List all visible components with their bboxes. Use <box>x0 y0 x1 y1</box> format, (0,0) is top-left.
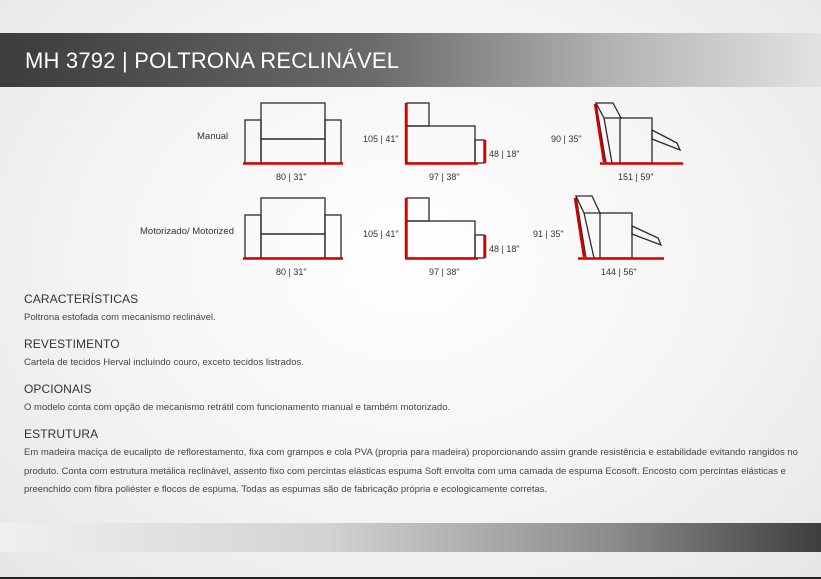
row1-side-depth: 97 | 38" <box>429 172 460 182</box>
section-text: Cartela de tecidos Herval incluindo couro, exceto tecidos listrados. <box>24 357 304 368</box>
section-text: O modelo conta com opção de mecanismo retrátil com funcionamento manual e também motorizado. <box>24 402 451 413</box>
section-heading: REVESTIMENTO <box>24 337 120 351</box>
row1-reclined-height: 90 | 35" <box>551 134 582 144</box>
section-estrutura <box>24 427 804 500</box>
row2-reclined-view <box>576 196 661 258</box>
row1-reclined-view <box>596 103 680 163</box>
footer-bar <box>0 523 821 552</box>
section-opcionais <box>24 382 450 418</box>
row2-seat-height: 48 | 18" <box>489 244 520 254</box>
section-heading: ESTRUTURA <box>24 427 99 441</box>
row1-reclined-height-line <box>595 104 604 162</box>
page-title: MH 3792 | POLTRONA RECLINÁVEL <box>25 48 400 73</box>
section-revestimento <box>24 337 304 373</box>
row2-label: Motorizado/ Motorized <box>140 226 234 237</box>
row1-front-width: 80 | 31" <box>276 172 307 182</box>
row1-label: Manual <box>197 131 229 142</box>
row2-reclined-height-line <box>575 198 584 257</box>
row2-front-view <box>245 198 341 258</box>
row1-reclined-depth: 151 | 59" <box>618 172 654 182</box>
row1-side-height: 105 | 41" <box>363 134 399 144</box>
section-heading: OPCIONAIS <box>24 382 92 396</box>
section-text: Poltrona estofada com mecanismo reclinável. <box>24 312 216 323</box>
row2-reclined-height: 91 | 35" <box>533 229 564 239</box>
row2-side-height: 105 | 41" <box>363 229 399 239</box>
section-heading: CARACTERÍSTICAS <box>24 292 139 306</box>
section-text: Em madeira maciça de eucalipto de reflorestamento, fixa com grampos e cola PVA (propria para madeira) proporcionando assim grande resistência e estabilidade evitando rangidos no produto. Conta com estrutura metálica reclinável, assento fixo com percintas elásticas espuma Soft envolta com uma camada de espuma Ecosoft. Encosto com percintas elásticas e preenchido com fibra poliéster e flocos de espuma. Todas as espumas são de fabricação própria e ecologicamente corretas. <box>24 447 798 495</box>
row1-seat-height: 48 | 18" <box>489 149 520 159</box>
row1-front-view <box>245 103 341 163</box>
row2-front-width: 80 | 31" <box>276 267 307 277</box>
row2-side-view <box>407 198 484 258</box>
row2-reclined-depth: 144 | 56" <box>601 267 637 277</box>
section-caracteristicas <box>24 292 216 328</box>
row1-side-view <box>407 103 484 163</box>
row2-side-depth: 97 | 38" <box>429 267 460 277</box>
